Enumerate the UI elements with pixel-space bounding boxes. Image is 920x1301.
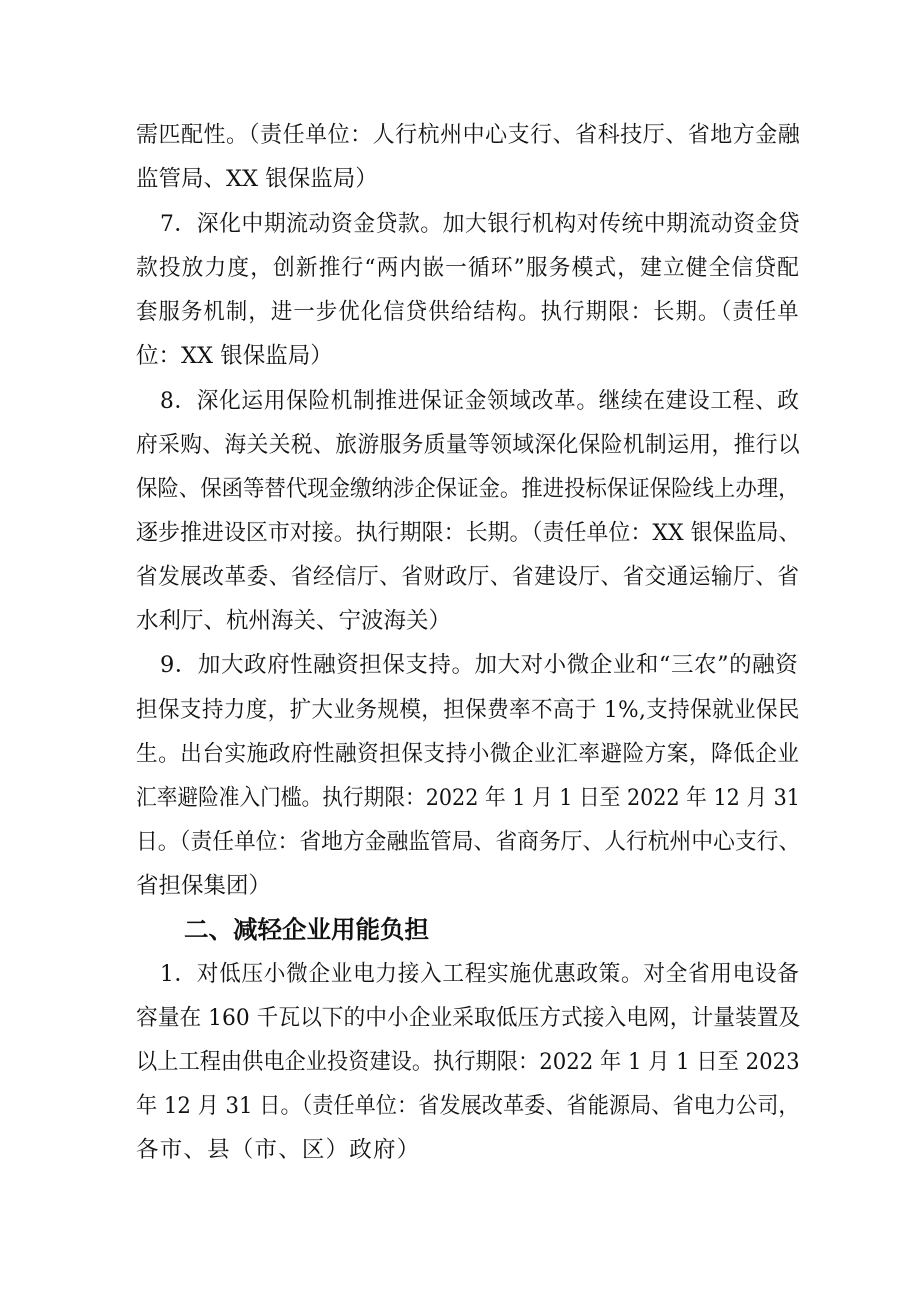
para-9-line-4: 汇率避险准入门槛。执行期限：2022 年 1 月 1 日至 2022 年 12 月 31 [136, 785, 800, 811]
para-8-line-4: 逐步推进设区市对接。执行期限：长期。（责任单位：XX 银保监局、 [136, 520, 801, 546]
para-8-line-2: 府采购、海关关税、旅游服务质量等领域深化保险机制运用，推行以 [136, 432, 801, 458]
para-8-line-1: 8．深化运用保险机制推进保证金领域改革。继续在建设工程、政 [160, 388, 800, 414]
para-9-line-5: 日。（责任单位：省地方金融监管局、省商务厅、人行杭州中心支行、 [136, 829, 801, 855]
para-7-line-4: 位：XX 银保监局） [136, 343, 333, 369]
para-7-line-2: 款投放力度，创新推行“两内嵌一循环”服务模式，建立健全信贷配 [136, 255, 801, 281]
para-6-line-1: 需匹配性。（责任单位：人行杭州中心支行、省科技厅、省地方金融 [136, 122, 801, 148]
para-9-line-3: 生。出台实施政府性融资担保支持小微企业汇率避险方案，降低企业 [136, 741, 800, 767]
para-9-line-6: 省担保集团） [136, 873, 272, 899]
para-7-line-1: 7．深化中期流动资金贷款。加大银行机构对传统中期流动资金贷 [160, 211, 801, 237]
para-9-line-2: 担保支持力度，扩大业务规模，担保费率不高于 1%,支持保就业保民 [136, 697, 800, 723]
section-2-heading: 二、减轻企业用能负担 [184, 915, 429, 944]
section-2-para-1-line-4: 年 12 月 31 日。（责任单位：省发展改革委、省能源局、省电力公司， [136, 1093, 800, 1119]
section-2-para-1-line-3: 以上工程由供电企业投资建设。执行期限：2022 年 1 月 1 日至 2023 [136, 1049, 800, 1075]
section-2-para-1-line-2: 容量在 160 千瓦以下的中小企业采取低压方式接入电网，计量装置及 [136, 1005, 801, 1031]
para-7-line-3: 套服务机制，进一步优化信贷供给结构。执行期限：长期。（责任单 [136, 299, 800, 325]
section-2-para-1-line-5: 各市、县（市、区）政府） [136, 1137, 421, 1163]
section-2-para-1-line-1: 1．对低压小微企业电力接入工程实施优惠政策。对全省用电设备 [160, 961, 800, 987]
para-9-line-1: 9．加大政府性融资担保支持。加大对小微企业和“三农”的融资 [160, 652, 799, 678]
para-8-line-5: 省发展改革委、省经信厅、省财政厅、省建设厅、省交通运输厅、省 [136, 564, 800, 590]
para-8-line-3: 保险、保函等替代现金缴纳涉企保证金。推进投标保证保险线上办理， [136, 476, 800, 502]
para-8-line-6: 水利厅、杭州海关、宁波海关） [136, 608, 452, 634]
para-6-line-2: 监管局、XX 银保监局） [136, 166, 378, 192]
